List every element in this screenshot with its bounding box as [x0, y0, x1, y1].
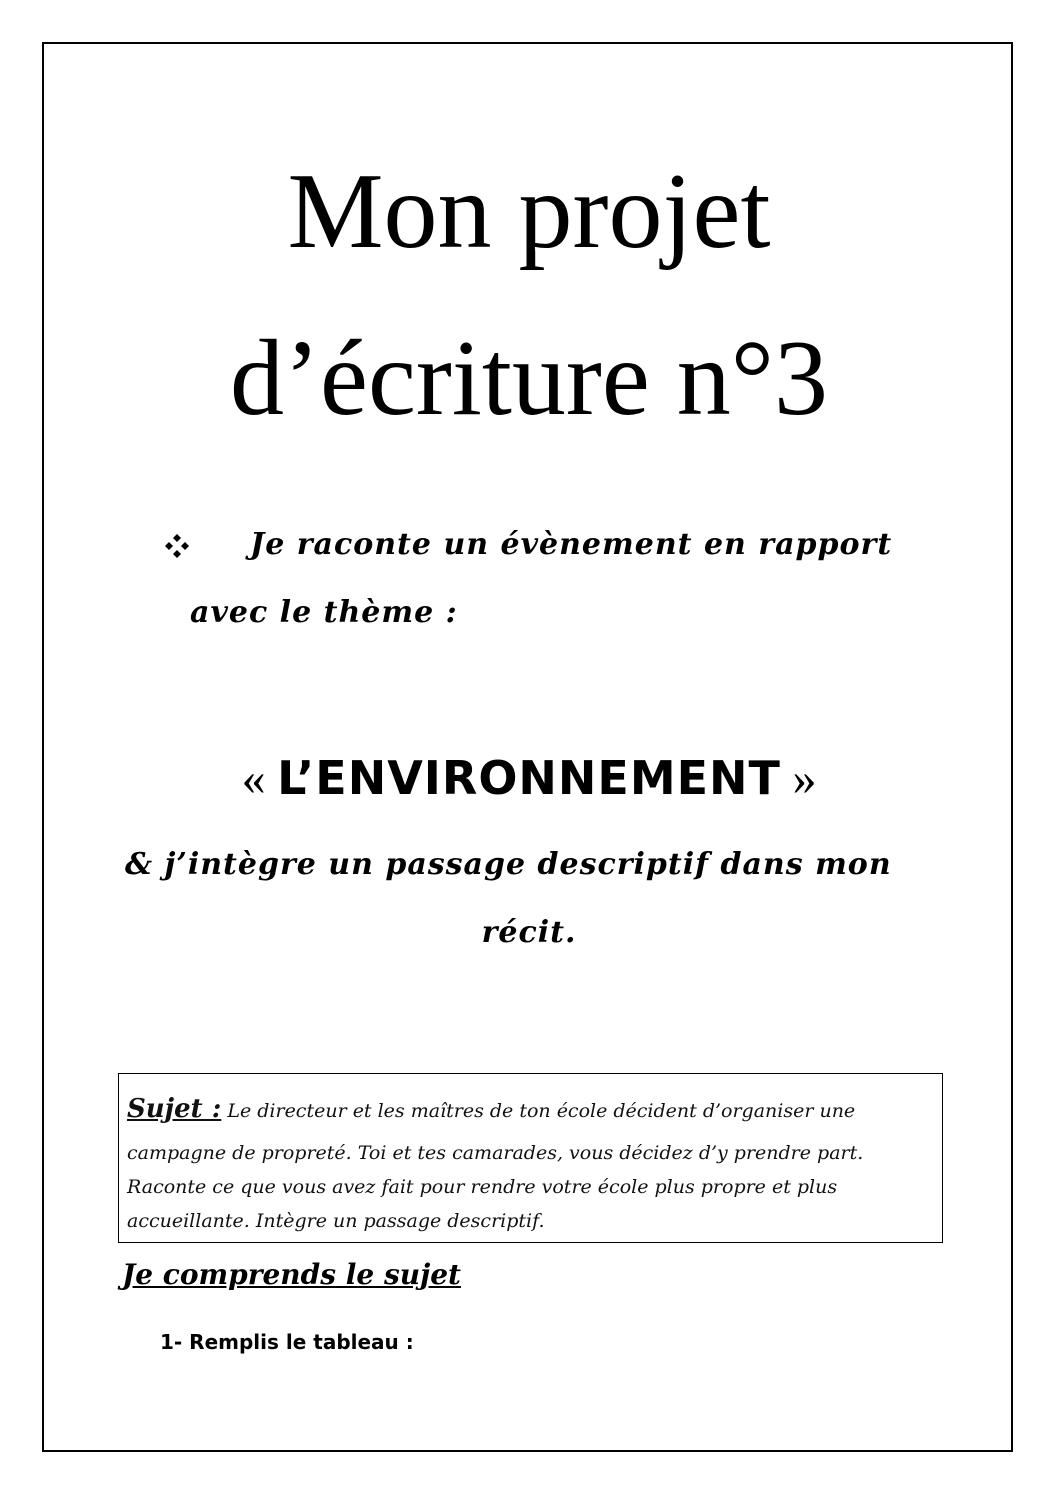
sujet-line-4: accueillante. Intègre un passage descriptif. — [127, 1210, 545, 1232]
sujet-label: Sujet : — [127, 1094, 222, 1124]
open-quote: « — [241, 752, 266, 805]
sujet-box — [118, 1073, 943, 1243]
theme-word: L’ENVIRONNEMENT — [277, 751, 781, 805]
section-heading: Je comprends le sujet — [122, 1258, 461, 1291]
page-title-line-1: Mon projet — [287, 152, 771, 271]
theme-heading — [0, 751, 1058, 805]
close-quote: » — [792, 752, 817, 805]
intro-text-1: Je raconte un évènement en rapport — [250, 527, 893, 562]
instruction-text: 1- Remplis le tableau : — [160, 1330, 414, 1354]
sujet-line-1 — [127, 1094, 855, 1124]
intro-line-2: avec le thème : — [190, 595, 458, 630]
sujet-line-3: Raconte ce que vous avez fait pour rendre votre école plus propre et plus — [127, 1176, 838, 1198]
sujet-line-2: campagne de propreté. Toi et tes camarades, vous décidez d’y prendre part. — [127, 1142, 864, 1164]
description-line-1: & j’intègre un passage descriptif dans mon — [125, 847, 892, 882]
diamond-bullet-icon — [164, 533, 190, 559]
description-line-2: récit. — [481, 915, 577, 950]
intro-line-1 — [164, 527, 924, 562]
page-title-line-2: d’écriture n°3 — [230, 319, 828, 438]
sujet-text-1: Le directeur et les maîtres de ton école décident d’organiser une — [227, 1100, 856, 1122]
